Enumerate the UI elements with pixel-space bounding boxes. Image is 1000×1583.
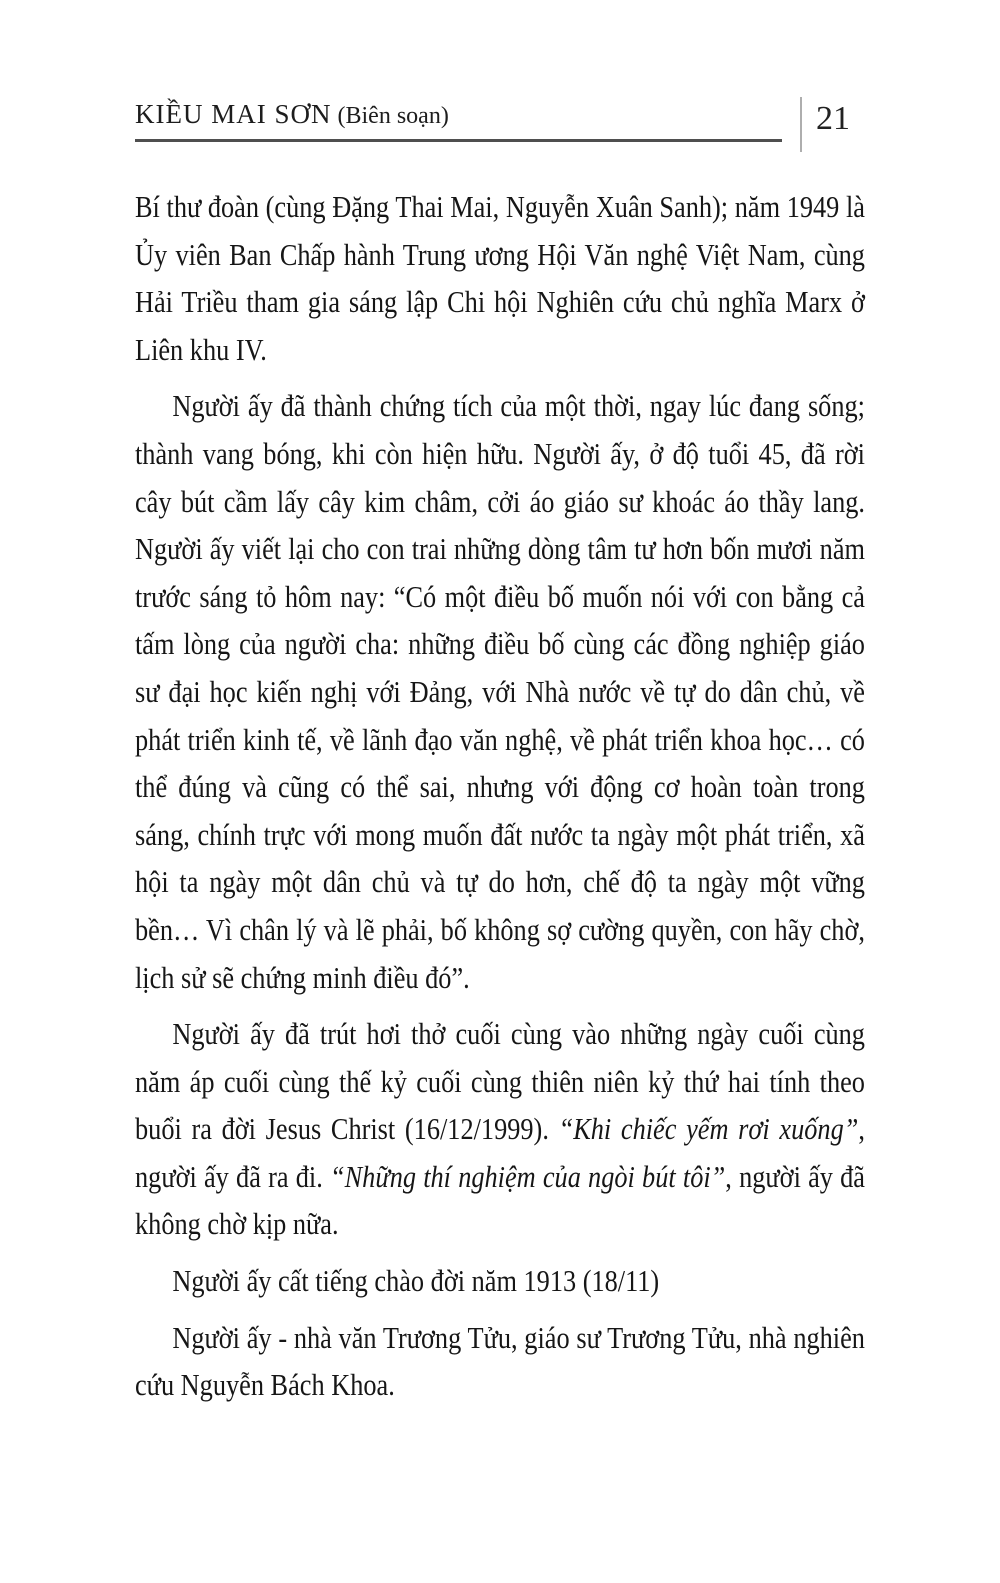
running-header-author: KIỀU MAI SƠN [135,99,332,129]
text-run: Người ấy cất tiếng chào đời năm 1913 (18/11) [172,1263,660,1299]
paragraph [135,1010,865,1248]
page-number: 21 [816,100,850,137]
running-header-role: (Biên soạn) [337,103,449,129]
text-run: Bí thư đoàn (cùng Đặng Thai Mai, Nguyễn Xuân Sanh); năm 1949 là Ủy viên Ban Chấp hành Trung ương Hội Văn nghệ Việt Nam, cùng Hải Triều tham gia sáng lập Chi hội Nghiên cứu chủ nghĩa Marx ở Liên khu IV. [135,189,865,367]
text-run: , người ấy đã ra đi. [135,1111,865,1194]
text-run: Người ấy đã trút hơi thở cuối cùng vào những ngày cuối cùng năm áp cuối cùng thế kỷ cuối cùng thiên niên kỷ thứ hai tính theo buổi ra đời Jesus Christ (16/12/1999). [135,1016,865,1147]
page-body [135,183,865,1409]
italic-text-run: “Khi chiếc yếm rơi xuống” [558,1111,859,1147]
paragraph [135,183,865,373]
paragraph [135,382,865,1001]
running-header [135,99,782,142]
text-run: Người ấy - nhà văn Trương Tửu, giáo sư Trương Tửu, nhà nghiên cứu Nguyễn Bách Khoa. [135,1319,865,1403]
text-run: , người ấy đã không chờ kịp nữa. [135,1158,865,1242]
paragraph [135,1314,865,1409]
paragraph [135,1257,865,1305]
text-run: Người ấy đã thành chứng tích của một thời, ngay lúc đang sống; thành vang bóng, khi còn hiện hữu. Người ấy, ở độ tuổi 45, đã rời cây bút cầm lấy cây kim châm, cởi áo giáo sư khoác áo thầy lang. Người ấy viết lại cho con trai những dòng tâm tư hơn bốn mươi năm trước sáng tỏ hôm nay: “Có một điều bố muốn nói với con bằng cả tấm lòng của người cha: những điều bố cùng các đồng nghiệp giáo sư đại học kiến nghị với Đảng, với Nhà nước về tự do dân chủ, về phát triển kinh tế, về lãnh đạo văn nghệ, về phát triển khoa học… có thể đúng và cũng có thể sai, nhưng với động cơ hoàn toàn trong sáng, chính trực với mong muốn đất nước ta ngày một phát triển, xã hội ta ngày một dân chủ và tự do hơn, chế độ ta ngày một vững bền… Vì chân lý và lẽ phải, bố không sợ cường quyền, con hãy chờ, lịch sử sẽ chứng minh điều đó”. [135,388,865,995]
italic-text-run: “Những thí nghiệm của ngòi bút tôi” [329,1158,726,1194]
